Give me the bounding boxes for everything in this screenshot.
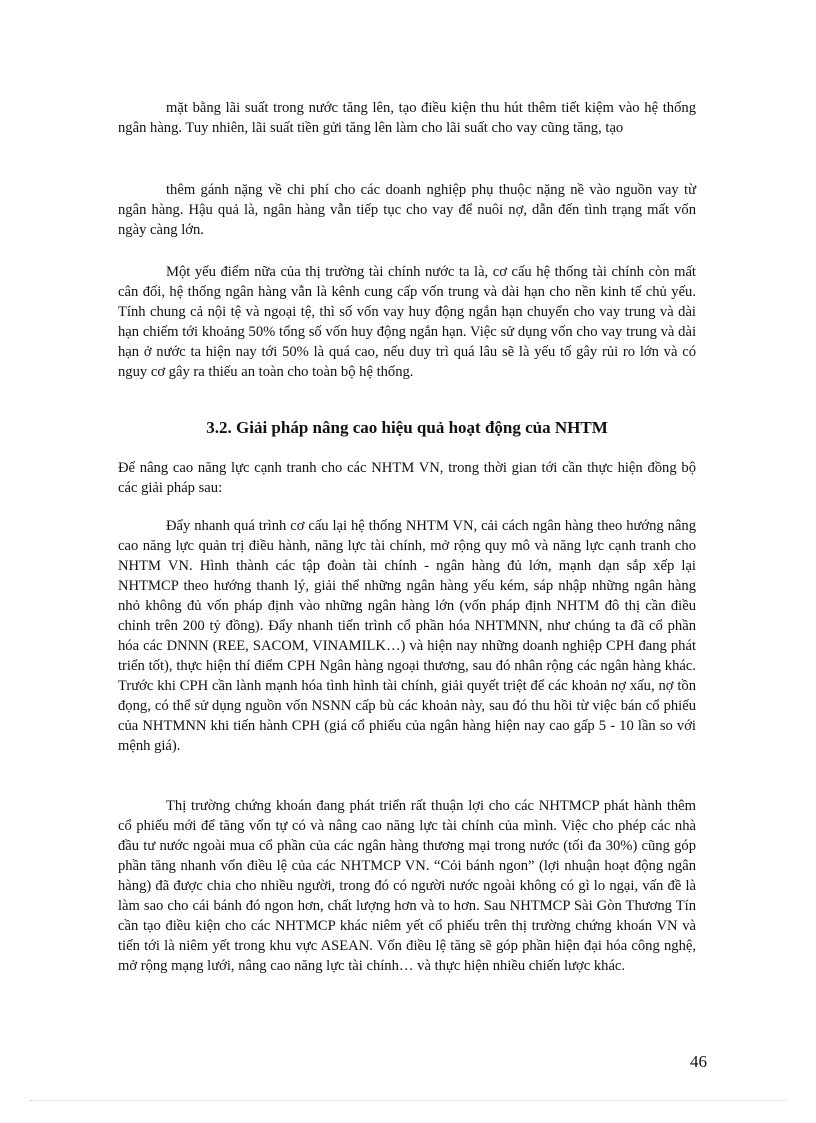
paragraph-intro: Để nâng cao năng lực cạnh tranh cho các NHTM VN, trong thời gian tới cần thực hiện đồng bộ các giải pháp sau: [118,460,696,496]
paragraph-restructure: Đẩy nhanh quá trình cơ cấu lại hệ thống NHTM VN, cải cách ngân hàng theo hướng nâng cao năng lực quản trị điều hành, năng lực tài chính, mở rộng quy mô và năng lực cạnh tranh cho NHTM VN. Hình thành các tập đoàn tài chính - ngân hàng đủ lớn, mạnh dạn sắp xếp lại NHTMCP theo hướng thanh lý, giải thể những ngân hàng yếu kém, sáp nhập những ngân hàng nhỏ không đủ vốn pháp định vào những ngân hàng lớn (vốn pháp định NHTM đô thị cần điều chỉnh trên 200 tỷ đồng). Đẩy nhanh tiến trình cổ phần hóa NHTMNN, như chúng ta đã cổ phần hóa các DNNN (REE, SACOM, VINAMILK…) và hiện nay những doanh nghiệp CPH đang phát triển tốt), thực hiện thí điểm CPH Ngân hàng ngoại thương, sau đó nhân rộng các ngân hàng khác. Trước khi CPH cần lành mạnh hóa tình hình tài chính, giải quyết triệt để các khoản nợ xấu, nợ tồn đọng, có thể sử dụng nguồn vốn NSNN cấp bù các khoản này, sau đó thu hồi từ việc bán cổ phiếu của NHTMNN khi tiến hành CPH (giá cổ phiếu của ngân hàng hiện nay cao gấp 5 - 10 lần so với mệnh giá). [118,518,696,754]
section-heading: 3.2. Giải pháp nâng cao hiệu quả hoạt động của NHTM [206,418,608,437]
page-number: 46 [690,1052,707,1071]
paragraph-weakness: Một yếu điểm nữa của thị trường tài chính nước ta là, cơ cấu hệ thống tài chính còn mất cân đối, hệ thống ngân hàng vẫn là kênh cung cấp vốn trung và dài hạn cho nền kinh tế chủ yếu. Tính chung cả nội tệ và ngoại tệ, thì số vốn vay huy động ngắn hạn chuyển cho vay trung và dài hạn chiếm tới khoảng 50% tổng số vốn huy động ngắn hạn. Việc sử dụng vốn cho vay trung và dài hạn ở nước ta hiện nay tới 50% là quá cao, nếu duy trì quá lâu sẽ là yếu tố gây rủi ro lớn và có nguy cơ gây ra thiếu an toàn cho toàn bộ hệ thống. [118,264,696,380]
page-bottom-divider [30,1100,786,1101]
paragraph-interest-rates: mặt bằng lãi suất trong nước tăng lên, tạo điều kiện thu hút thêm tiết kiệm vào hệ thống ngân hàng. Tuy nhiên, lãi suất tiền gửi tăng lên làm cho lãi suất cho vay cũng tăng, tạo [118,100,696,136]
paragraph-business-burden: thêm gánh nặng về chi phí cho các doanh nghiệp phụ thuộc nặng nề vào nguồn vay từ ngân hàng. Hậu quả là, ngân hàng vẫn tiếp tục cho vay để nuôi nợ, dẫn đến tình trạng mất vốn ngày càng lớn. [118,182,696,238]
paragraph-stock-market: Thị trường chứng khoán đang phát triển rất thuận lợi cho các NHTMCP phát hành thêm cổ phiếu mới để tăng vốn tự có và nâng cao năng lực tài chính của mình. Việc cho phép các nhà đầu tư nước ngoài mua cổ phần của các ngân hàng thương mại trong nước (tối đa 30%) cũng góp phần tăng nhanh vốn điều lệ của các NHTMCP VN. “Cỏi bánh ngon” (lợi nhuận hoạt động ngân hàng) đã được chia cho nhiều người, trong đó có người nước ngoài không có gì lo ngại, vấn đề là làm sao cho cái bánh đó ngon hơn, chất lượng hơn và to hơn. Sau NHTMCP Sài Gòn Thương Tín cần tạo điều kiện cho các NHTMCP khác niêm yết cổ phiếu trên thị trường chứng khoán VN và tiến tới là niêm yết trong khu vực ASEAN. Vốn điều lệ tăng sẽ góp phần hiện đại hóa công nghệ, mở rộng mạng lưới, nâng cao năng lực tài chính… và thực hiện nhiều chiến lược khác. [118,798,696,974]
